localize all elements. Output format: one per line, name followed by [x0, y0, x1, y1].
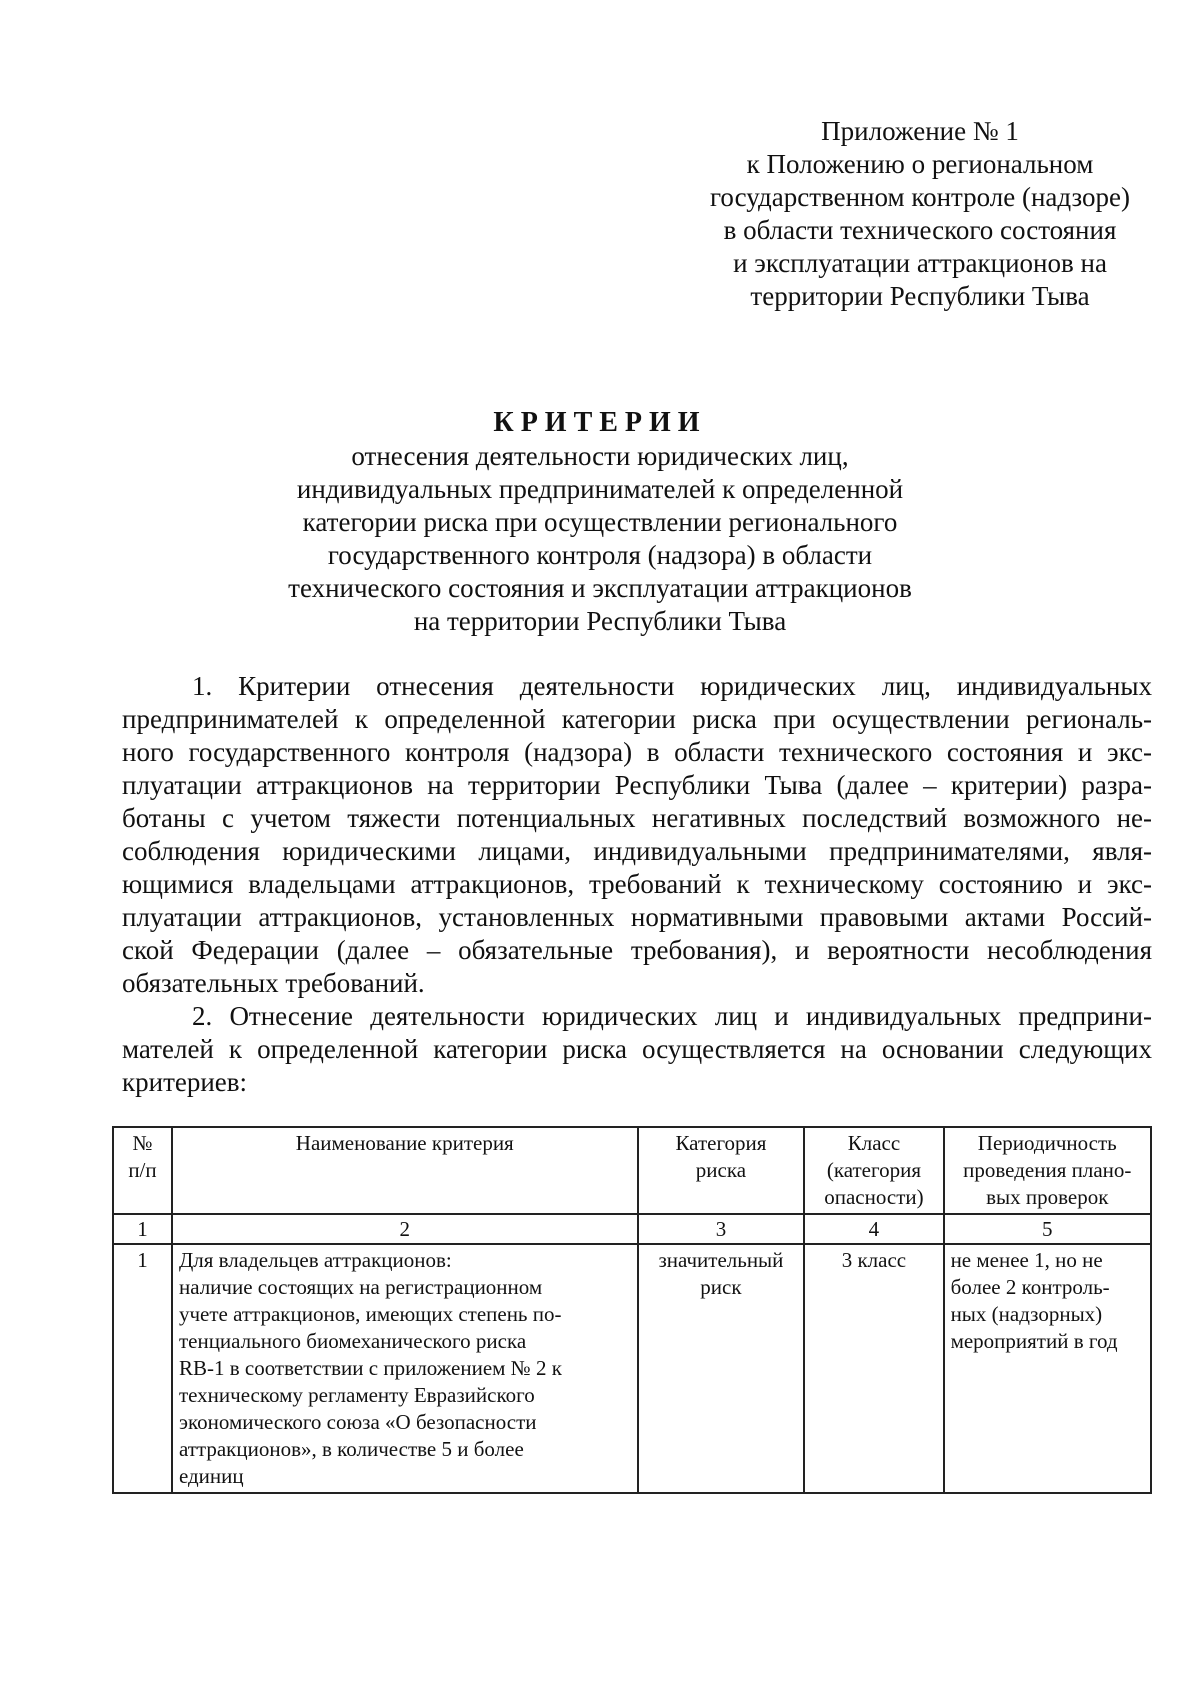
header-line: Класс: [847, 1131, 901, 1155]
column-number: 2: [172, 1214, 638, 1244]
criteria-table: [112, 1126, 1152, 1494]
header-line: №: [132, 1131, 153, 1155]
appendix-line: территории Республики Тыва: [750, 281, 1090, 311]
header-line: риска: [695, 1158, 747, 1182]
periodicity-line: не менее 1, но не: [950, 1248, 1103, 1272]
column-number: 3: [638, 1214, 805, 1244]
criterion-cell: [172, 1244, 638, 1493]
criterion-line: учете аттракционов, имеющих степень по-: [178, 1302, 562, 1326]
paragraph-line: ющимися владельцами аттракционов, требований к техническому состоянию и экс-: [122, 869, 1152, 899]
periodicity-cell: [944, 1244, 1151, 1493]
criterion-line: аттракционов», в количестве 5 и более: [178, 1437, 524, 1461]
paragraph-line: плуатации аттракционов на территории Республики Тыва (далее – критерии) разра-: [122, 770, 1152, 800]
paragraph-1: [122, 670, 1152, 1000]
row-number: 1: [113, 1244, 172, 1493]
document-subtitle: [150, 440, 1050, 638]
paragraph-line: 1. Критерии отнесения деятельности юридических лиц, индивидуальных: [192, 671, 1152, 701]
title-block: [150, 406, 1050, 638]
paragraph-line: плуатации аттракционов, установленных нормативными правовыми актами Россий-: [122, 902, 1152, 932]
paragraph-line: ботаны с учетом тяжести потенциальных негативных последствий возможного не-: [122, 803, 1152, 833]
appendix-line: к Положению о региональном: [746, 149, 1094, 179]
periodicity-line: мероприятий в год: [950, 1329, 1118, 1353]
subtitle-line: государственного контроля (надзора) в области: [327, 540, 873, 570]
paragraph-line: критериев:: [122, 1067, 248, 1097]
subtitle-line: отнесения деятельности юридических лиц,: [351, 441, 849, 471]
header-line: Наименование критерия: [295, 1131, 514, 1155]
column-number: 4: [804, 1214, 943, 1244]
appendix-header: [690, 115, 1150, 313]
appendix-line: и эксплуатации аттракционов на: [733, 248, 1107, 278]
criterion-line: тенциального биомеханического риска: [178, 1329, 527, 1353]
subtitle-line: технического состояния и эксплуатации аттракционов: [288, 573, 912, 603]
paragraph-line: обязательных требований.: [122, 968, 425, 998]
document-title: КРИТЕРИИ: [493, 407, 707, 438]
criterion-line: Для владельцев аттракционов:: [178, 1248, 452, 1272]
header-line: Категория: [675, 1131, 767, 1155]
header-line: (категория: [826, 1158, 921, 1182]
paragraph-line: 2. Отнесение деятельности юридических лиц и индивидуальных предприни-: [192, 1001, 1152, 1031]
column-number: 5: [944, 1214, 1151, 1244]
header-line: опасности): [824, 1185, 924, 1209]
column-number-row: [113, 1214, 1151, 1244]
periodicity-line: более 2 контроль-: [950, 1275, 1110, 1299]
header-line: Периодичность: [977, 1131, 1117, 1155]
header-cell-number: [113, 1127, 172, 1214]
header-line: п/п: [128, 1158, 157, 1182]
header-cell-criterion: [172, 1127, 638, 1214]
appendix-line: государственном контроле (надзоре): [710, 182, 1130, 212]
header-cell-periodicity: [944, 1127, 1151, 1214]
criterion-line: техническому регламенту Евразийского: [178, 1383, 535, 1407]
periodicity-line: ных (надзорных): [950, 1302, 1103, 1326]
body-text: [122, 670, 1152, 1099]
header-line: вых проверок: [986, 1185, 1109, 1209]
appendix-line: Приложение № 1: [821, 116, 1019, 146]
risk-line: значительный: [658, 1248, 784, 1272]
paragraph-line: ской Федерации (далее – обязательные требования), и вероятности несоблюдения: [122, 935, 1152, 965]
paragraph-line: ного государственного контроля (надзора) в области технического состояния и экс-: [122, 737, 1152, 767]
table-header-row: [113, 1127, 1151, 1214]
subtitle-line: категории риска при осуществлении регионального: [302, 507, 898, 537]
paragraph-2: [122, 1000, 1152, 1099]
criterion-line: наличие состоящих на регистрационном: [178, 1275, 543, 1299]
header-line: проведения плано-: [963, 1158, 1132, 1182]
criterion-line: единиц: [178, 1464, 244, 1488]
paragraph-line: предпринимателей к определенной категории риска при осуществлении региональ-: [122, 704, 1152, 734]
appendix-line: в области технического состояния: [723, 215, 1117, 245]
subtitle-line: на территории Республики Тыва: [413, 606, 787, 636]
paragraph-line: соблюдения юридическими лицами, индивидуальными предпринимателями, явля-: [122, 836, 1152, 866]
risk-line: риск: [700, 1275, 742, 1299]
risk-category-cell: [638, 1244, 805, 1493]
paragraph-line: мателей к определенной категории риска осуществляется на основании следующих: [122, 1034, 1152, 1064]
header-cell-risk-category: [638, 1127, 805, 1214]
subtitle-line: индивидуальных предпринимателей к определенной: [296, 474, 904, 504]
criterion-line: экономического союза «О безопасности: [178, 1410, 537, 1434]
criterion-line: RB-1 в соответствии с приложением № 2 к: [178, 1356, 562, 1380]
column-number: 1: [113, 1214, 172, 1244]
header-cell-hazard-class: [804, 1127, 943, 1214]
table-row: [113, 1244, 1151, 1493]
hazard-class-cell: 3 класс: [804, 1244, 943, 1493]
